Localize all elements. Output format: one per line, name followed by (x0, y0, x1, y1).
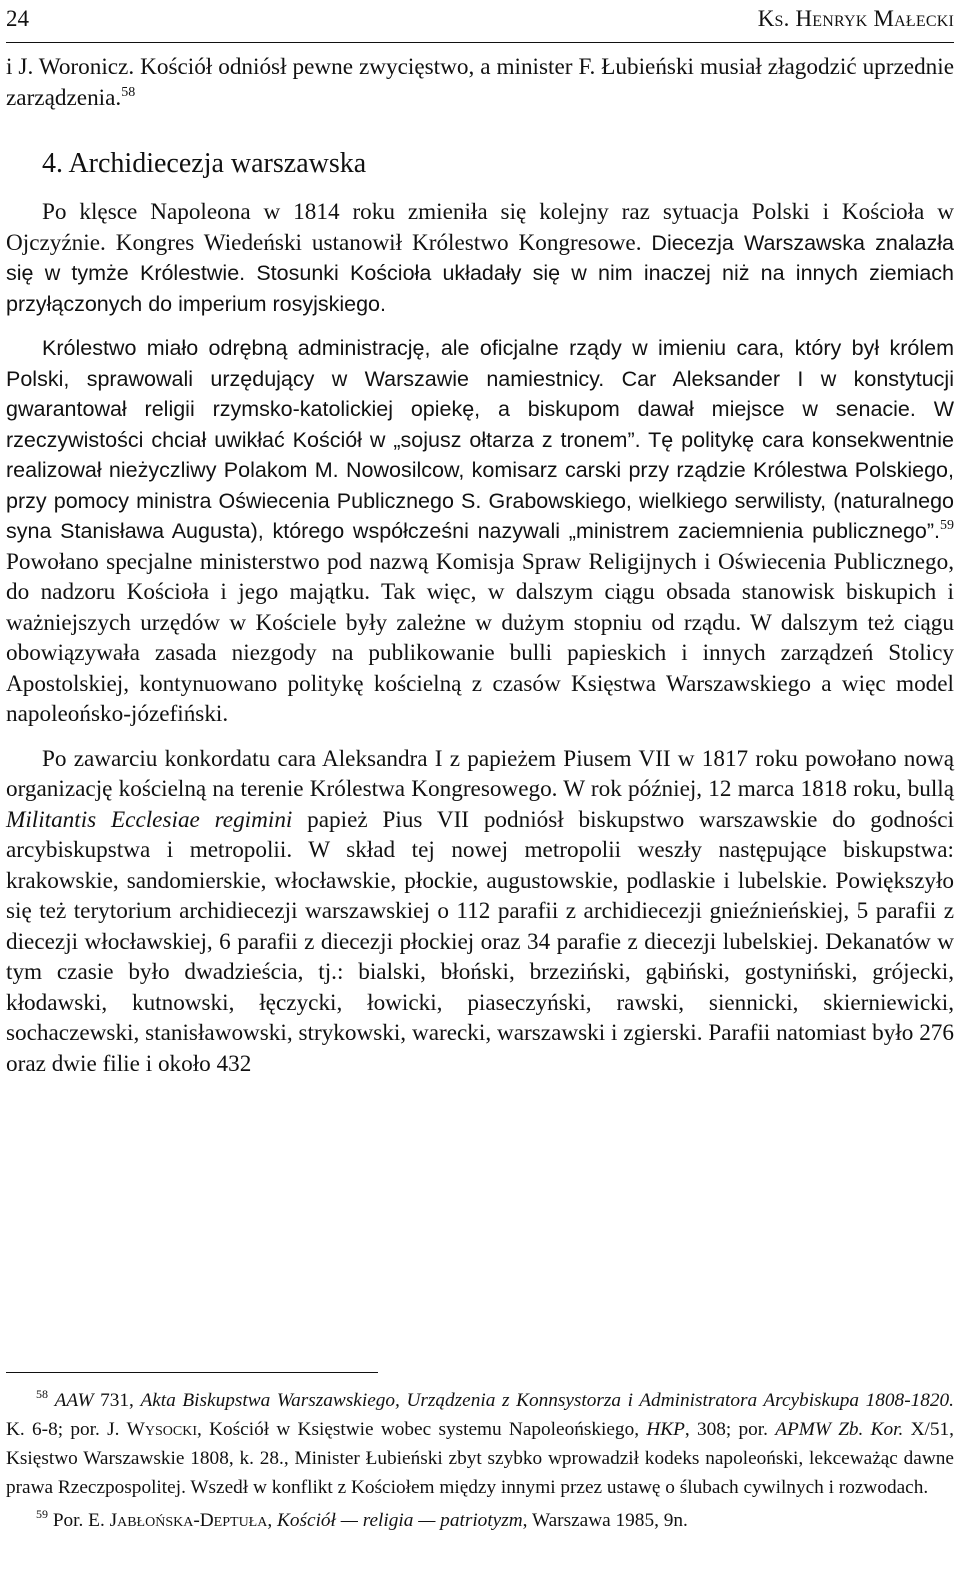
paragraph-3 (6, 744, 954, 1080)
footnote-text: X/51, Księstwo Warszawskie 1808, k. 28., Minister Łubieński zbyt szybko wprowadził kodeks napoleoński, lekceważąc dawne prawa Rzeczpospolitej. Wszedł w konflikt z Kościołem między innymi przez ustawę o ślubach cywilnych i rozwodach. (6, 1419, 954, 1498)
footnote-text: K. 6-8; por. J. (6, 1419, 127, 1440)
footnote-58 (6, 1386, 954, 1502)
footnote-text: 731, (93, 1390, 141, 1411)
footnote-text: AAW (54, 1390, 94, 1411)
paragraph-text: Powołano specjalne ministerstwo pod nazwą Komisja Spraw Religijnych i Oświecenia Publicznego, do nadzoru Kościoła i jego majątku. Tak więc, w dalszym ciągu obsada stanowisk biskupich i ważniejszych urzędów w Kościele były zależne w dużym stopniu od rządu. W dalszym też ciągu obowiązywała zasada niezgody na publikowanie bulli papieskich i innych zarządzeń Stolicy Apostolskiej, kontynuowano politykę kościelną z czasów Księstwa Warszawskiego a więc model napoleońsko-józefiński. (6, 548, 954, 727)
document-page (6, 0, 955, 1531)
footnote-text: Kościół — religia — patriotyzm (277, 1510, 523, 1531)
footnotes (6, 1386, 954, 1535)
author-name: Jabłońska-Deptuła (109, 1510, 268, 1531)
section-heading: 4. Archidiecezja warszawska (42, 148, 367, 179)
body-text (6, 52, 954, 1079)
footnote-text: Akta Biskupstwa Warszawskiego, Urządzenia z Konnsystorza i Administratora Arcybiskupa 1808-1820. (140, 1390, 955, 1411)
author-name: Wysocki (126, 1419, 197, 1440)
page-number: 24 (6, 6, 29, 31)
running-title: Ks. Henryk Małecki (757, 6, 954, 31)
footnote-rule (6, 1372, 378, 1373)
running-header (6, 2, 954, 36)
footnote-text: APMW Zb. Kor. (775, 1419, 904, 1440)
footnote-text: , 308; por. (684, 1419, 776, 1440)
footnote-text: HKP (646, 1419, 685, 1440)
footnote-ref-59[interactable]: 59 (940, 518, 954, 533)
footnote-ref-58[interactable]: 58 (121, 84, 136, 100)
paragraph-text-sans: Królestwo miało odrębną administrację, ale oficjalne rządy w imieniu cara, który był królem Polski, sprawowali urzędujący w Warszawie namiestnicy. Car Aleksander I w konstytucji gwarantował religii rzymsko-katolickiej opiekę, a biskupom dawał miejsce w senacie. W rzeczywistości chciał uwikłać Kościół w „sojusz ołtarza z tronem”. Tę politykę cara konsekwentnie realizował nieżyczliwy Polakom M. Nowosilcow, komisarz carski przy rządzie Królestwa Polskiego, przy pomocy ministra Oświecenia Publicznego S. Grabowskiego, wielkiego serwilisty, (naturalnego syna Stanisława Augusta), którego współcześni nazywali „ministrem zaciemnienia publicznego”. (6, 336, 954, 543)
paragraph-intro (6, 52, 954, 113)
paragraph-text: i J. Woronicz. Kościół odniósł pewne zwycięstwo, a minister F. Łubieński musiał złagodzić uprzednie zarządzenia. (6, 54, 954, 111)
paragraph-2 (6, 333, 954, 730)
paragraph-text-sans: Diecezja Warszawska znalazła się w tymże Królestwie. Stosunki Kościoła układały się w nim inaczej niż na innych ziemiach przyłączonych do imperium rosyjskiego. (6, 230, 954, 316)
header-rule (6, 42, 954, 43)
paragraph-text: papież Pius VII podniósł biskupstwo warszawskie do godności arcybiskupstwa i metropolii. W skład tej nowej metropolii weszły następujące biskupstwa: krakowskie, sandomierskie, włocławskie, płockie, augustowskie, podlaskie i lubelskie. Powiększyło się też terytorium archidiecezji warszawskiej o 112 parafii z archidiecezji gnieźnieńskiej, 5 parafii z diecezji włocławskiej, 6 parafii z diecezji płockiej oraz 34 parafie z diecezji lubelskiej. Dekanatów w tym czasie było dwadzieścia, tj.: bialski, błoński, brzeziński, gąbiński, gostyniński, grójecki, kłodawski, kutnowski, łęczycki, łowicki, piaseczyński, rawski, siennicki, skierniewicki, sochaczewski, stanisławowski, strykowski, warecki, warszawski i zgierski. Parafii natomiast było 276 oraz dwie filie i około 432 (6, 806, 954, 1077)
paragraph-text: Po klęsce Napoleona w 1814 roku zmieniła się kolejny raz sytuacja Polski i Kościoła w Ojczyźnie. Kongres Wiedeński ustanowił Królestwo Kongresowe. (6, 199, 954, 256)
footnote-text: , Kościół w Księstwie wobec systemu Napoleońskiego, (197, 1419, 647, 1440)
footnote-text: Por. E. (48, 1510, 110, 1531)
footnote-number: 58 (36, 1387, 48, 1401)
paragraph-text: Po zawarciu konkordatu cara Aleksandra I z papieżem Piusem VII w 1817 roku powołano nową organizację kościelną na terenie Królestwa Kongresowego. W rok później, 12 marca 1818 roku, bullą (6, 745, 954, 802)
footnote-text: , (267, 1510, 277, 1531)
paragraph-1 (6, 197, 954, 319)
footnote-59 (6, 1506, 954, 1535)
bull-title: Militantis Ecclesiae regimini (6, 806, 293, 833)
footnote-text: , Warszawa 1985, 9n. (522, 1510, 688, 1531)
footnote-number: 59 (36, 1507, 48, 1521)
